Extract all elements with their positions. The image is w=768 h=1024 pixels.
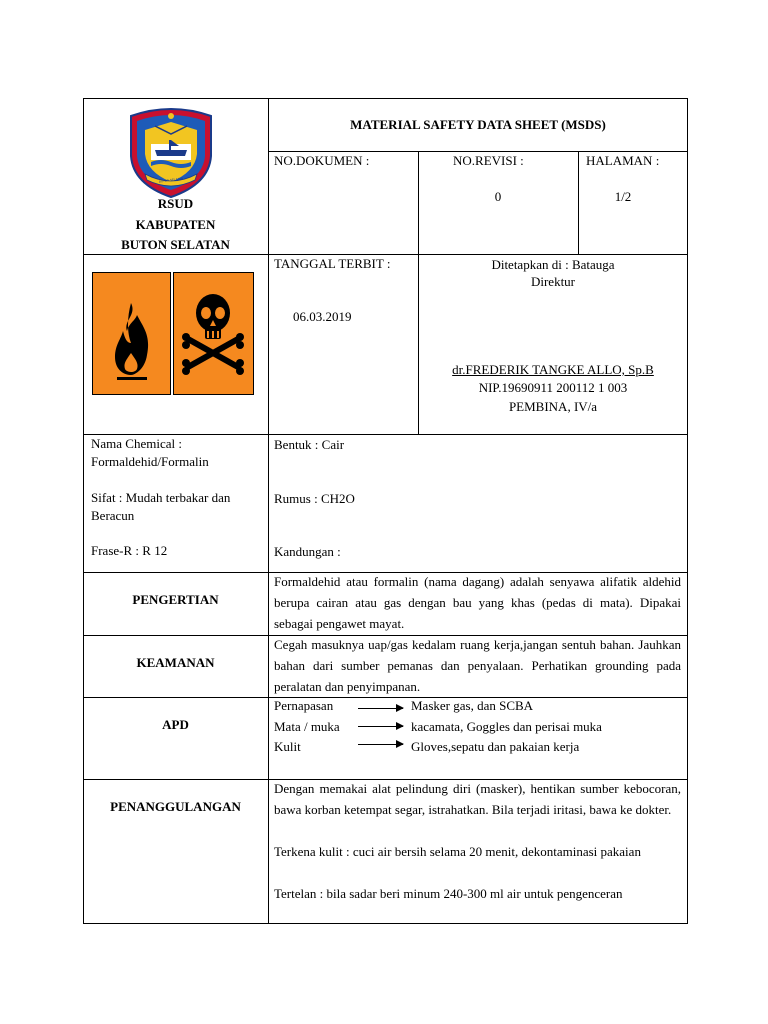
kandungan: Kandungan :: [274, 544, 341, 559]
keamanan-label: KEAMANAN: [136, 655, 215, 670]
no-revisi-label: NO.REVISI :: [453, 153, 524, 168]
org-name-line3: BUTON SELATAN: [121, 237, 230, 252]
halaman-value: 1/2: [614, 189, 632, 204]
bentuk: Bentuk : Cair: [274, 437, 345, 452]
apd-equipment-kulit: Gloves,sepatu dan pakaian kerja: [411, 739, 580, 754]
hospital-logo: [125, 104, 217, 199]
penanggulangan-label: PENANGGULANGAN: [110, 799, 241, 814]
signatory-name: dr.FREDERIK TANGKE ALLO, Sp.B: [452, 362, 654, 377]
toxic-skull-icon: [173, 272, 254, 395]
arrow-right-icon: [358, 744, 403, 745]
sifat-line1: Sifat : Mudah terbakar dan: [91, 490, 231, 505]
nama-chemical-value: Formaldehid/Formalin: [91, 454, 209, 469]
penanggulangan-para1: Dengan memakai alat pelindung diri (masker), hentikan sumber kebocoran, bawa korban ketempat segar, istrahatkan. Bila terjadi iritasi, bawa ke dokter.: [274, 781, 681, 817]
table-border-right: [687, 98, 688, 924]
apd-part-kulit: Kulit: [274, 739, 301, 754]
no-dokumen-label: NO.DOKUMEN :: [274, 153, 370, 168]
tanggal-terbit-value: 06.03.2019: [293, 309, 352, 324]
org-name-line1: RSUD: [157, 196, 194, 211]
ditetapkan-text: Ditetapkan di : Batauga: [491, 257, 615, 272]
keamanan-text: Cegah masuknya uap/gas kedalam ruang kerja,jangan sentuh bahan. Jauhkan bahan dari sumber pemanas dan penyalaan. Perhatikan grounding pada peralatan dan penyimpanan.: [274, 637, 681, 694]
halaman-label: HALAMAN :: [586, 153, 660, 168]
tanggal-terbit-label: TANGGAL TERBIT :: [274, 256, 391, 271]
rumus: Rumus : CH2O: [274, 491, 355, 506]
arrow-right-icon: [358, 726, 403, 727]
column-divider-main: [268, 98, 269, 924]
row-divider-5: [83, 697, 688, 698]
flammable-icon: [92, 272, 171, 395]
apd-equipment-mata: kacamata, Goggles dan perisai muka: [411, 719, 602, 734]
org-name-line2: KABUPATEN: [135, 217, 216, 232]
direktur-title: Direktur: [530, 274, 576, 289]
pengertian-text: Formaldehid atau formalin (nama dagang) adalah senyawa alifatik aldehid berupa cairan atau gas dengan bau yang khas (pedas di mata). Dipakai sebagai pengawet mayat.: [274, 574, 681, 631]
penanggulangan-para2: Terkena kulit : cuci air bersih selama 20 menit, dekontaminasi pakaian: [274, 844, 641, 859]
logo-text: BUTON SELATAN: [158, 176, 184, 184]
apd-part-mata: Mata / muka: [274, 719, 340, 734]
frase-r: Frase-R : R 12: [91, 543, 168, 558]
apd-part-pernapasan: Pernapasan: [274, 698, 334, 713]
apd-label: APD: [162, 717, 189, 732]
signatory-rank: PEMBINA, IV/a: [508, 399, 598, 414]
penanggulangan-para3: Tertelan : bila sadar beri minum 240-300 ml air untuk pengenceran: [274, 886, 623, 901]
nama-chemical-label: Nama Chemical :: [91, 436, 182, 451]
no-revisi-value: 0: [494, 189, 502, 204]
sifat-line2: Beracun: [91, 508, 135, 523]
pengertian-label: PENGERTIAN: [132, 592, 219, 607]
table-border-bottom: [83, 923, 688, 924]
signatory-nip: NIP.19690911 200112 1 003: [478, 380, 628, 395]
apd-equipment-pernapasan: Masker gas, dan SCBA: [411, 698, 534, 713]
table-border-top: [83, 98, 688, 99]
arrow-right-icon: [358, 708, 403, 709]
document-title: MATERIAL SAFETY DATA SHEET (MSDS): [350, 117, 606, 132]
